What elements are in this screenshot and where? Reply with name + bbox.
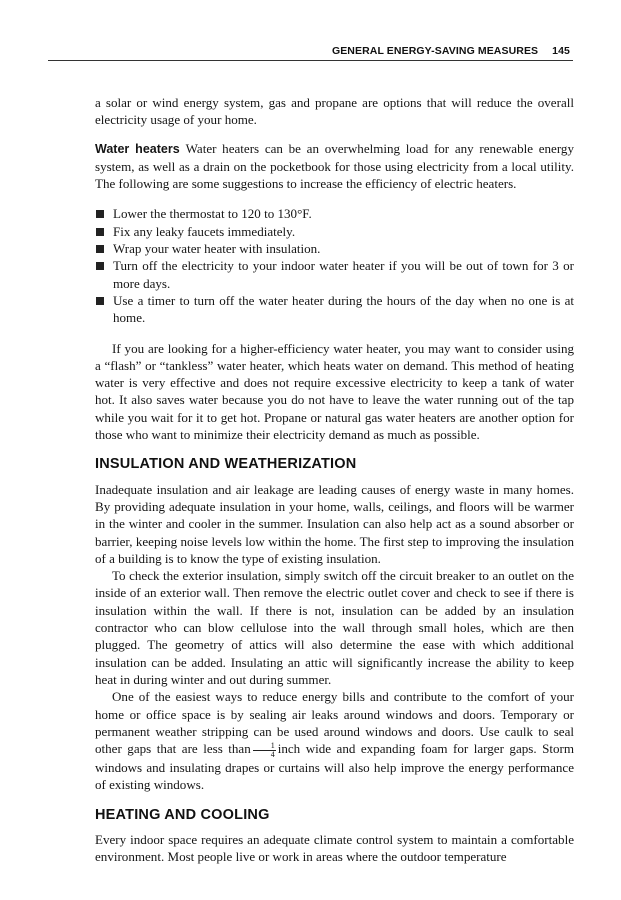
list-item: Fix any leaky faucets immediately. [95, 223, 574, 240]
intro-paragraph: a solar or wind energy system, gas and propane are options that will reduce the overall electricity usage of your home. [95, 95, 574, 128]
square-bullet-icon [96, 245, 104, 253]
insulation-paragraph-3: One of the easiest ways to reduce energy bills and contribute to the comfort of your home or office space is by sealing air leaks around windows and doors. Temporary or permanent weather stripping can be used around windows and doors. Use caulk to seal other gaps that are less than $\frac{1}{4}$ inch wide and expanding foam for larger gaps. Storm windows and insulating drapes or curtains will also help improve the energy performance of existing windows. [95, 689, 574, 793]
section-title: GENERAL ENERGY-SAVING MEASURES [331, 45, 539, 57]
insulation-paragraph-1: Inadequate insulation and air leakage are leading causes of energy waste in many homes. By providing adequate insulation in your home, walls, ceilings, and floors will be warmer in the winter and cooler in the summer. Insulation can also help act as a sound absorber or barrier, keeping noise levels low within the home. The first step to improving the insulation of a building is to know the type of existing insulation. [95, 481, 574, 566]
body-text [95, 94, 574, 866]
header-rule [48, 60, 573, 61]
heating-heading: HEATING AND COOLING [95, 806, 270, 823]
running-header [331, 45, 570, 57]
water-heater-tips-list [95, 205, 574, 326]
water-heaters-text: Water heaters can be an overwhelming load for any renewable energy system, as well as a drain on the pocketbook for those using electricity from a local utility. The following are some suggestions to increase the efficiency of electric heaters. [95, 140, 574, 192]
tankless-paragraph: If you are looking for a higher-efficiency water heater, you may want to consider using a “flash” or “tankless” water heater, which heats water on demand. This method of heating water is very effective and does not require excessive electricity to keep a tank of water hot. It also saves water because you do not have to leave the water running out of the tap while you wait for it to get hot. Propane or natural gas water heaters are another option for those who want to minimize their electricity demand as much as possible. [95, 340, 574, 443]
list-item: Use a timer to turn off the water heater during the hours of the day when no one is at home. [95, 292, 574, 327]
list-item: Wrap your water heater with insulation. [95, 240, 574, 257]
square-bullet-icon [96, 297, 104, 305]
square-bullet-icon [96, 228, 104, 236]
square-bullet-icon [96, 210, 104, 218]
one-quarter-fraction: $\frac{1}{4}$ [253, 742, 276, 759]
insulation-heading: INSULATION AND WEATHERIZATION [95, 456, 357, 473]
list-item: Turn off the electricity to your indoor water heater if you will be out of town for 3 or more days. [95, 257, 574, 292]
water-heaters-paragraph [95, 140, 574, 193]
list-item: Lower the thermostat to 120 to 130°F. [95, 205, 574, 222]
page-number: 145 [552, 45, 570, 57]
water-heaters-run-in-head: Water heaters [95, 141, 180, 156]
insulation-paragraph-2: To check the exterior insulation, simply switch off the circuit breaker to an outlet on the inside of an exterior wall. Then remove the electric outlet cover and check to see if there is insulation within the wall. If there is not, insulation can be added by an insulation contractor who can blow cellulose into the wall through small holes, which are then plugged. The geometry of attics will also determine the ease with which additional insulation can be added. Insulating an attic will significantly increase the ability to keep heat in during winter and out during summer. [95, 568, 574, 687]
heating-paragraph-1: Every indoor space requires an adequate climate control system to maintain a comfortable environment. Most people live or work in areas where the outdoor temperature [95, 831, 574, 865]
square-bullet-icon [96, 262, 104, 270]
